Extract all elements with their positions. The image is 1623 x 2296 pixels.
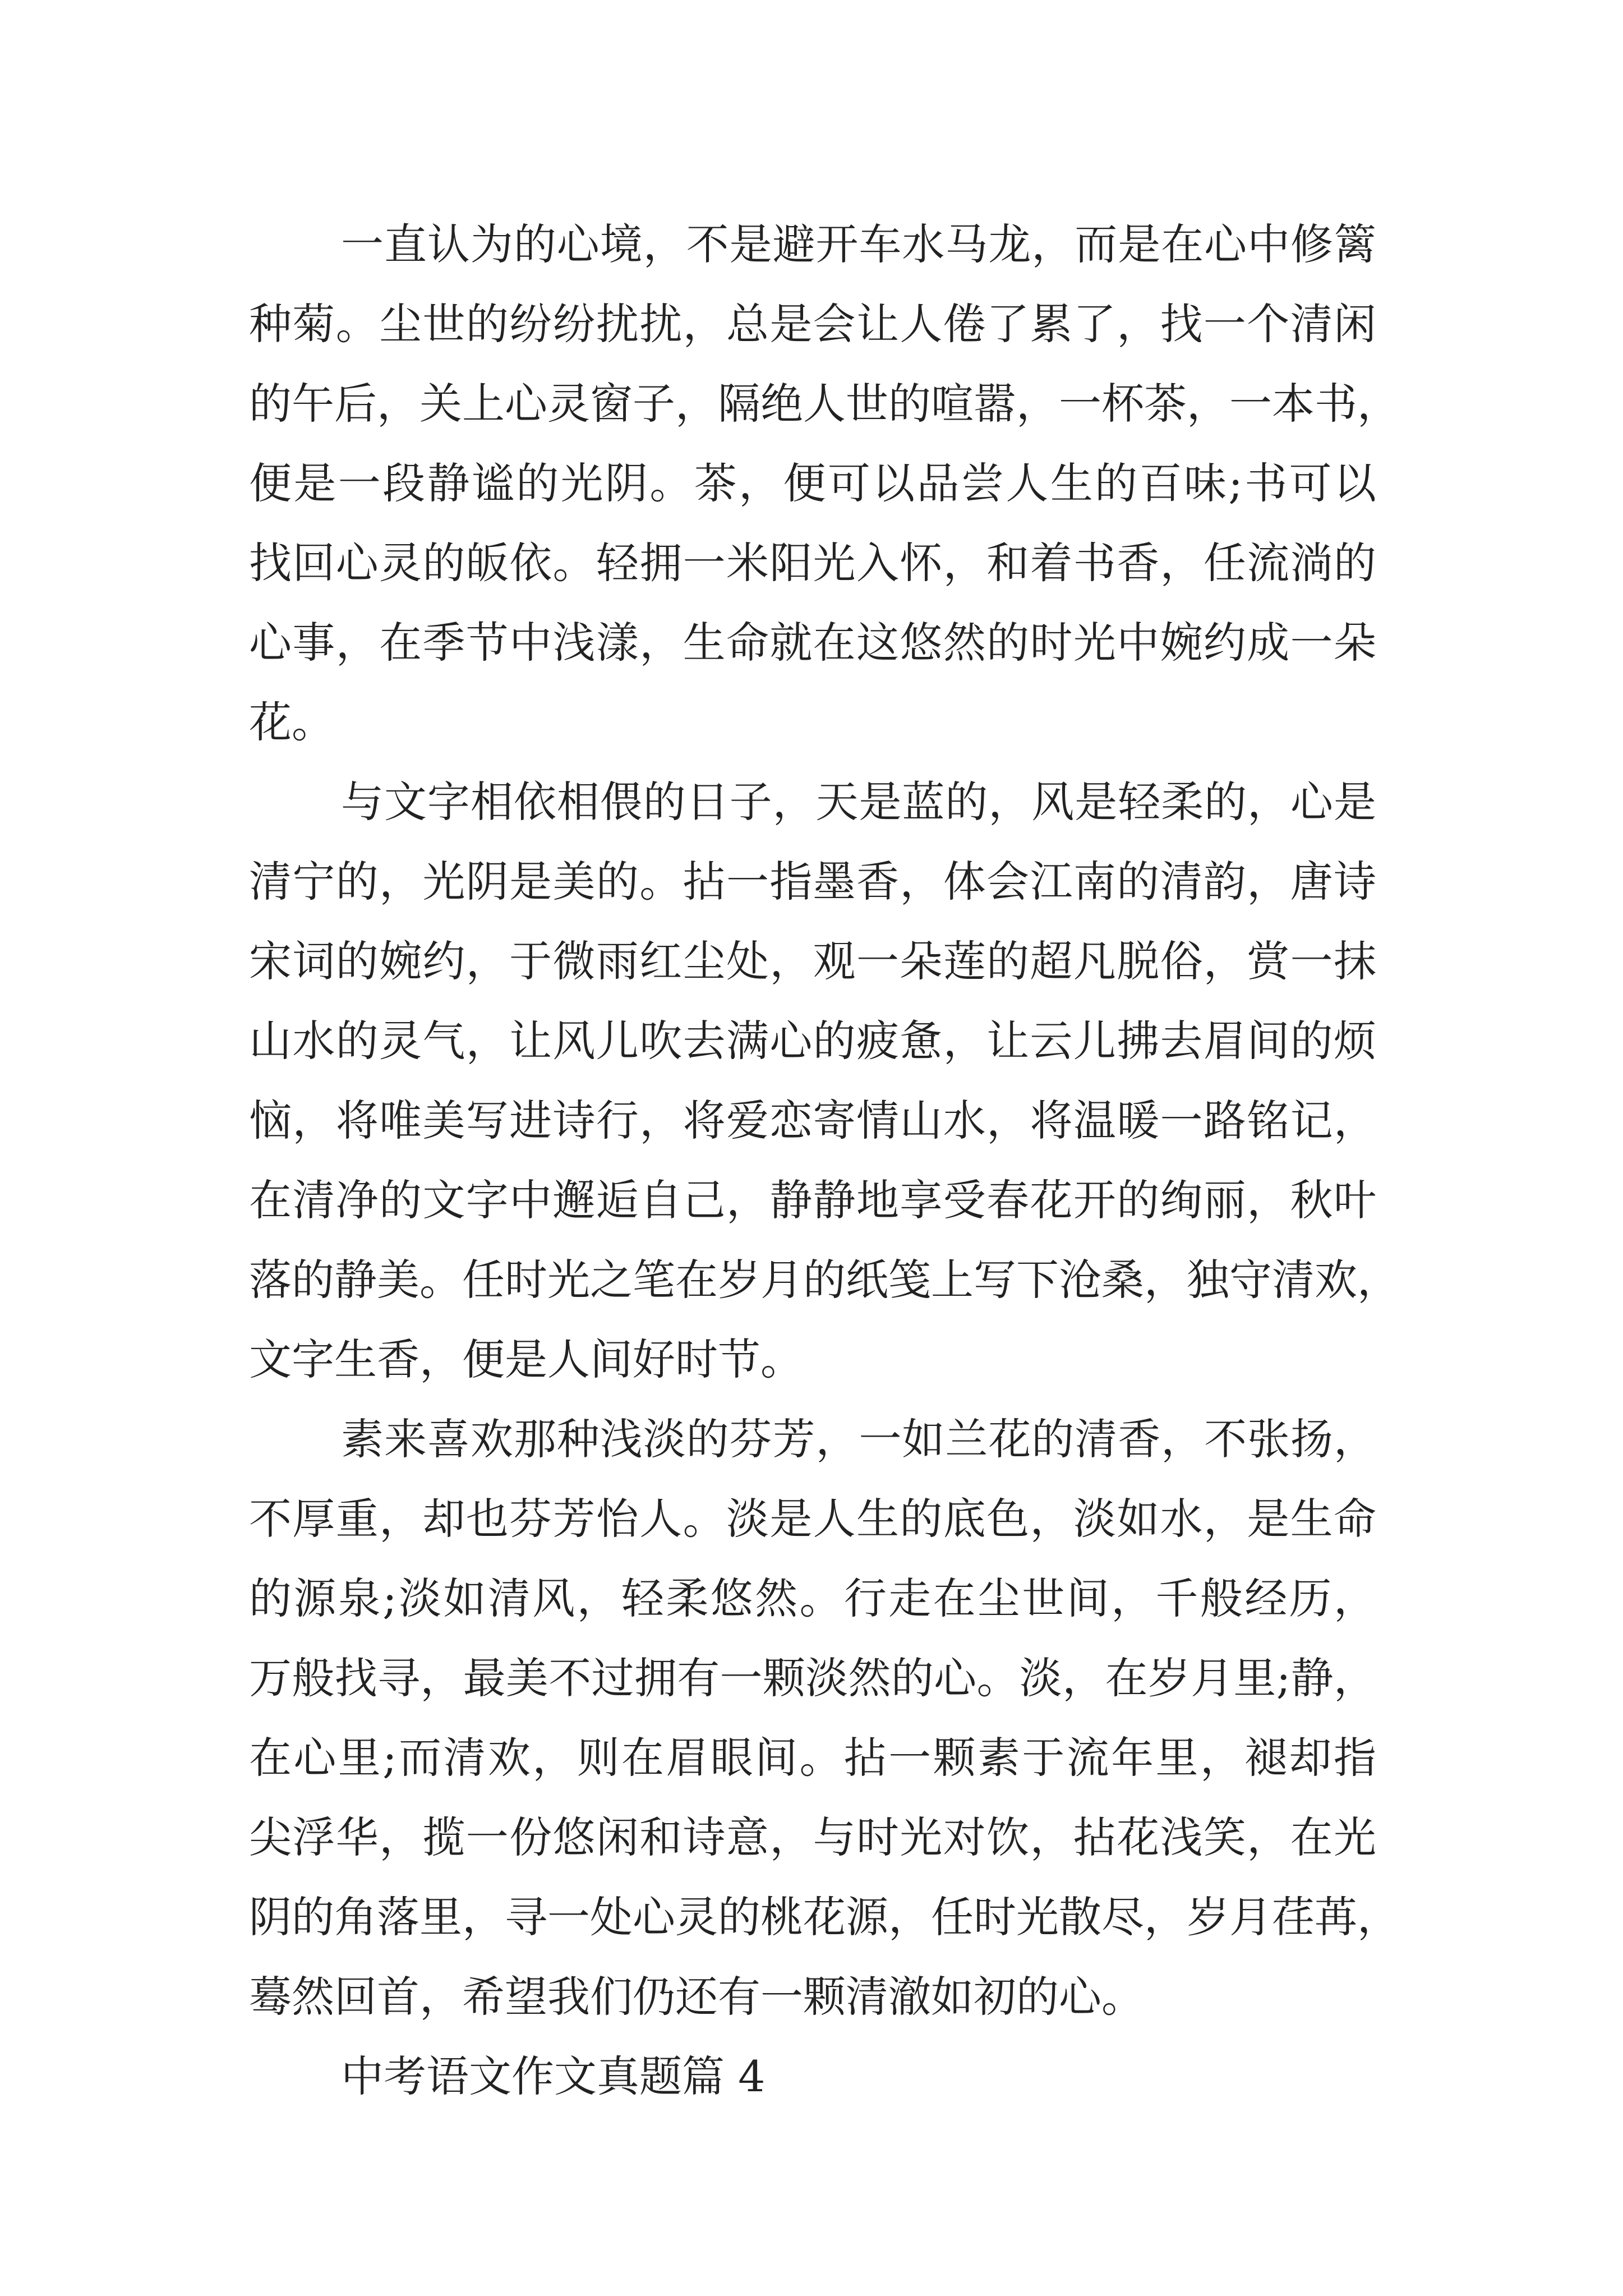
paragraph-2-line-4: 山水的灵气，让风儿吹去满心的疲惫，让云儿拂去眉间的烦 bbox=[249, 1016, 1376, 1066]
paragraph-1-line-2: 种菊。尘世的纷纷扰扰，总是会让人倦了累了，找一个清闲 bbox=[249, 299, 1376, 349]
paragraph-3-line-3: 的源泉;淡如清风，轻柔悠然。行走在尘世间，千般经历， bbox=[249, 1573, 1376, 1623]
section-heading: 中考语文作文真题篇 4 bbox=[341, 2051, 766, 2101]
paragraph-1-line-6: 心事，在季节中浅漾，生命就在这悠然的时光中婉约成一朵 bbox=[249, 618, 1376, 668]
paragraph-3-line-4: 万般找寻，最美不过拥有一颗淡然的心。淡，在岁月里;静， bbox=[249, 1653, 1376, 1703]
paragraph-1-line-4: 便是一段静谧的光阴。茶，便可以品尝人生的百味;书可以 bbox=[249, 458, 1376, 508]
paragraph-2-line-8: 文字生香，便是人间好时节。 bbox=[249, 1335, 803, 1384]
paragraph-3-line-2: 不厚重，却也芬芳怡人。淡是人生的底色，淡如水，是生命 bbox=[249, 1494, 1376, 1544]
paragraph-1-line-7: 花。 bbox=[249, 697, 334, 747]
paragraph-3-line-6: 尖浮华，揽一份悠闲和诗意，与时光对饮，拈花浅笑，在光 bbox=[249, 1812, 1376, 1862]
paragraph-3-line-8: 蓦然回首，希望我们仍还有一颗清澈如初的心。 bbox=[249, 1972, 1144, 2022]
paragraph-3-line-5: 在心里;而清欢，则在眉眼间。拈一颗素于流年里，褪却指 bbox=[249, 1733, 1376, 1783]
paragraph-2-line-2: 清宁的，光阴是美的。拈一指墨香，体会江南的清韵，唐诗 bbox=[249, 857, 1376, 907]
paragraph-1-line-5: 找回心灵的皈依。轻拥一米阳光入怀，和着书香，任流淌的 bbox=[249, 538, 1376, 588]
paragraph-3-line-7: 阴的角落里，寻一处心灵的桃花源，任时光散尽，岁月荏苒， bbox=[249, 1892, 1400, 1942]
paragraph-1-line-3: 的午后，关上心灵窗子，隔绝人世的喧嚣，一杯茶，一本书， bbox=[249, 379, 1400, 429]
paragraph-3-line-1: 素来喜欢那种浅淡的芬芳，一如兰花的清香，不张扬， bbox=[341, 1414, 1376, 1464]
paragraph-1-line-1: 一直认为的心境，不是避开车水马龙，而是在心中修篱 bbox=[341, 219, 1376, 269]
paragraph-2-line-5: 恼，将唯美写进诗行，将爱恋寄情山水，将温暖一路铭记， bbox=[249, 1096, 1376, 1145]
paragraph-2-line-3: 宋词的婉约，于微雨红尘处，观一朵莲的超凡脱俗，赏一抹 bbox=[249, 936, 1376, 986]
paragraph-2-line-1: 与文字相依相偎的日子，天是蓝的，风是轻柔的，心是 bbox=[341, 777, 1376, 827]
paragraph-2-line-7: 落的静美。任时光之笔在岁月的纸笺上写下沧桑，独守清欢， bbox=[249, 1255, 1400, 1305]
paragraph-2-line-6: 在清净的文字中邂逅自己，静静地享受春花开的绚丽，秋叶 bbox=[249, 1175, 1376, 1225]
